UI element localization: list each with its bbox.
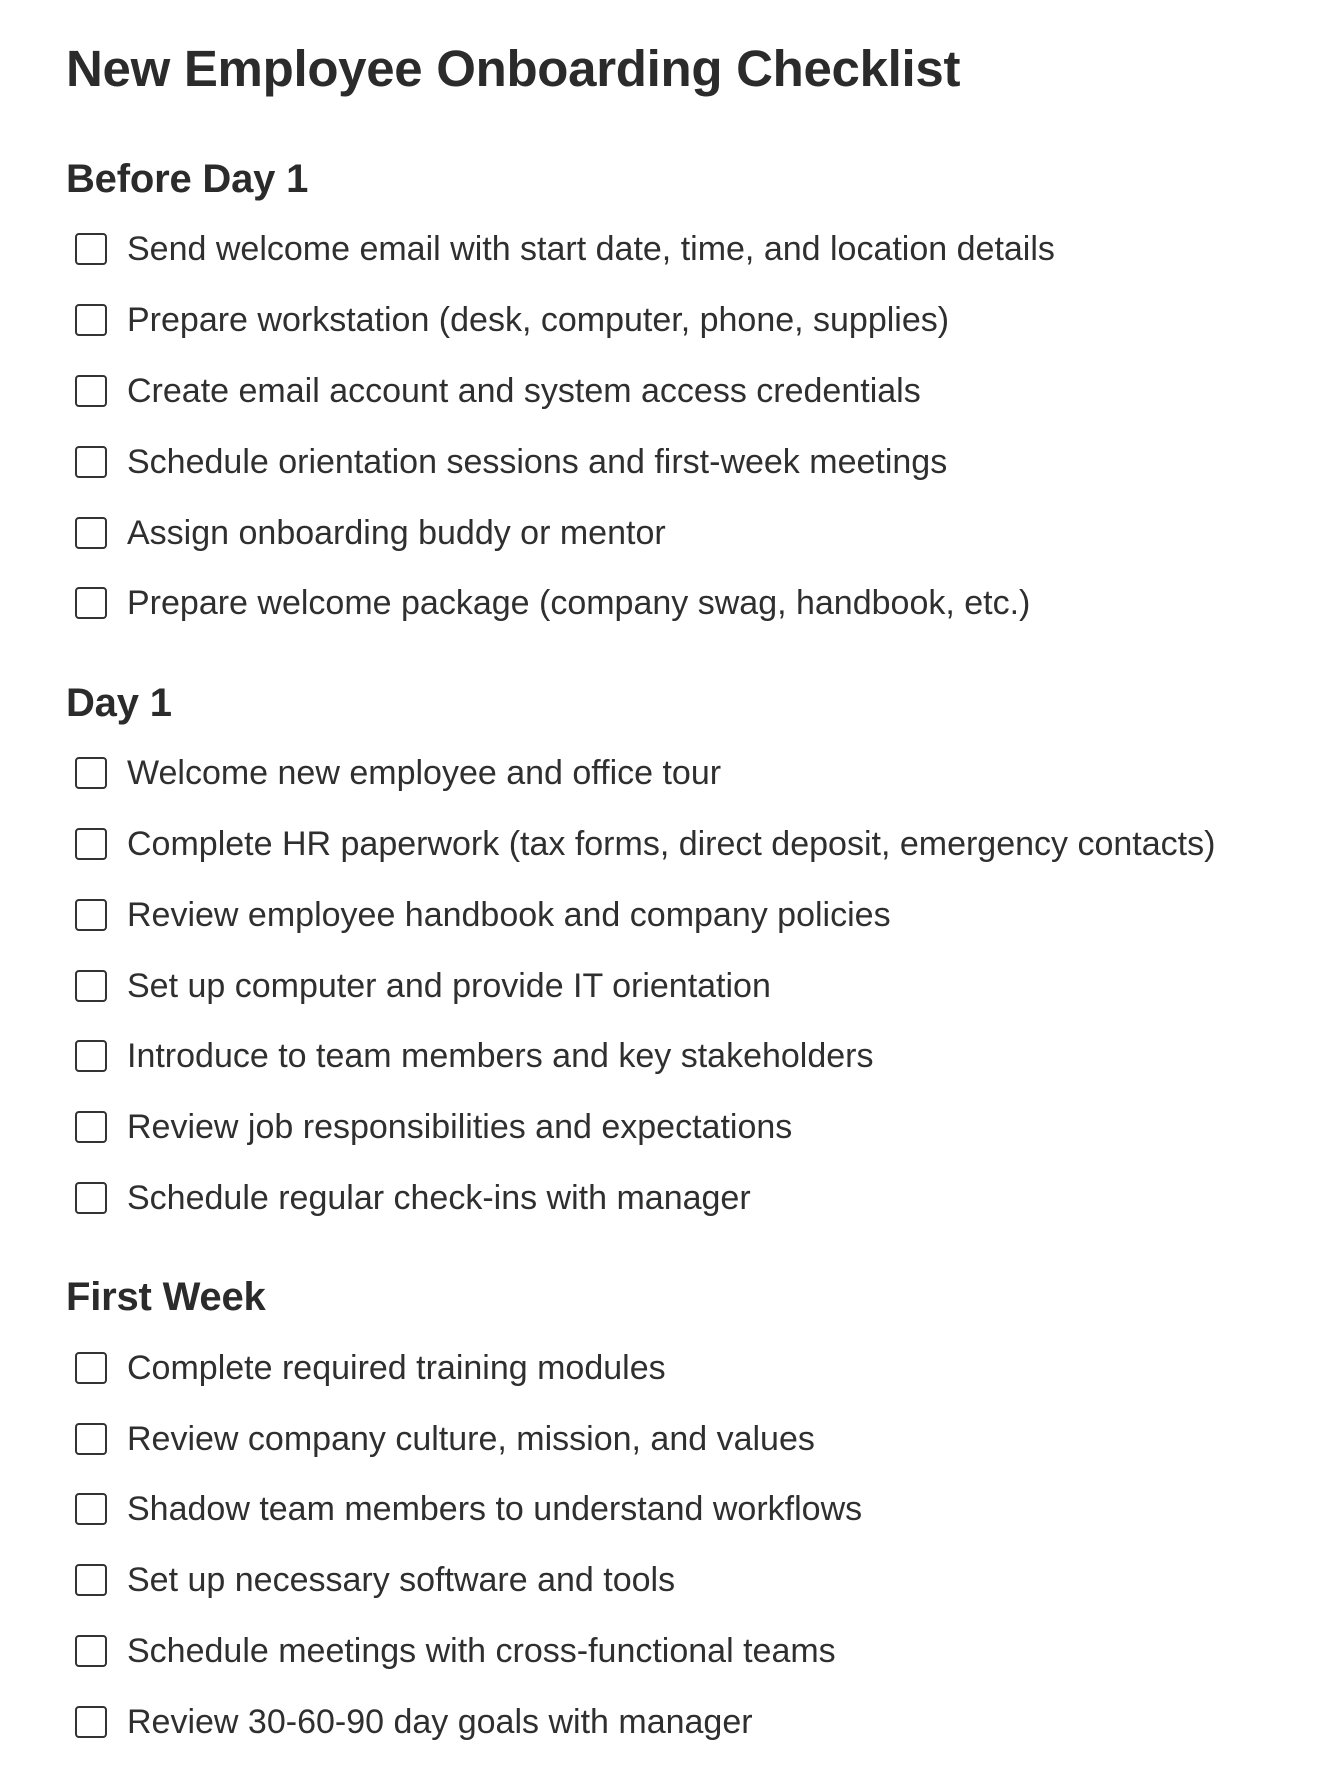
section-heading: Before Day 1 (66, 157, 309, 201)
checkbox[interactable] (75, 1352, 107, 1384)
checklist-item[interactable] (66, 1092, 1340, 1163)
checklist (66, 1332, 1340, 1757)
checklist-item-label: Set up necessary software and tools (127, 1561, 676, 1600)
checklist-item[interactable] (66, 809, 1340, 880)
page-title: New Employee Onboarding Checklist (66, 40, 961, 97)
checklist-item-label: Introduce to team members and key stakeholders (127, 1037, 874, 1076)
checklist-item[interactable] (66, 568, 1340, 639)
checklist-item-label: Review company culture, mission, and values (127, 1419, 815, 1458)
section-heading: Day 1 (66, 680, 172, 725)
section-heading: First Week (66, 1275, 266, 1320)
checklist-item[interactable] (66, 1403, 1340, 1474)
checkbox[interactable] (75, 1706, 107, 1738)
checkbox[interactable] (75, 446, 107, 478)
checklist-item[interactable] (66, 879, 1340, 950)
checklist-item[interactable] (66, 1021, 1340, 1092)
checklist-item[interactable] (66, 738, 1340, 809)
checklist-item-label: Review job responsibilities and expectations (127, 1108, 793, 1147)
checklist-item[interactable] (66, 1332, 1340, 1403)
checklist-item-label: Complete required training modules (127, 1348, 666, 1387)
checklist-item[interactable] (66, 285, 1340, 356)
checkbox[interactable] (75, 1182, 107, 1214)
checklist-item-label: Review employee handbook and company policies (127, 895, 891, 934)
checkbox[interactable] (75, 828, 107, 860)
checklist-item-label: Schedule regular check-ins with manager (127, 1178, 751, 1217)
checklist-item-label: Welcome new employee and office tour (127, 754, 722, 793)
checklist-item-label: Create email account and system access credentials (127, 371, 921, 410)
checkbox[interactable] (75, 1635, 107, 1667)
checkbox[interactable] (75, 587, 107, 619)
checklist (66, 214, 1340, 639)
checklist-item-label: Send welcome email with start date, time, and location details (127, 230, 1055, 269)
checkbox[interactable] (75, 1564, 107, 1596)
checkbox[interactable] (75, 1493, 107, 1525)
section-before-day-1 (66, 153, 1340, 639)
checkbox[interactable] (75, 1423, 107, 1455)
checklist-item[interactable] (66, 214, 1340, 285)
checklist-item-label: Set up computer and provide IT orientation (127, 966, 771, 1005)
checklist-item[interactable] (66, 1163, 1340, 1234)
checklist-item-label: Prepare welcome package (company swag, handbook, etc.) (127, 584, 1031, 623)
checkbox[interactable] (75, 1040, 107, 1072)
checklist-item[interactable] (66, 1616, 1340, 1687)
checkbox[interactable] (75, 233, 107, 265)
checklist-item[interactable] (66, 1545, 1340, 1616)
checkbox[interactable] (75, 1111, 107, 1143)
checklist-item[interactable] (66, 426, 1340, 497)
checklist-item[interactable] (66, 950, 1340, 1021)
checklist-item-label: Complete HR paperwork (tax forms, direct deposit, emergency contacts) (127, 824, 1216, 863)
checklist-item-label: Review 30-60-90 day goals with manager (127, 1702, 753, 1741)
checkbox[interactable] (75, 970, 107, 1002)
checkbox[interactable] (75, 899, 107, 931)
checklist-item-label: Shadow team members to understand workflows (127, 1490, 863, 1529)
checklist-item-label: Prepare workstation (desk, computer, phone, supplies) (127, 301, 950, 340)
checklist (66, 738, 1340, 1234)
checkbox[interactable] (75, 304, 107, 336)
checklist-item[interactable] (66, 497, 1340, 568)
checklist-item-label: Assign onboarding buddy or mentor (127, 513, 666, 552)
checkbox[interactable] (75, 517, 107, 549)
checklist-item-label: Schedule meetings with cross-functional teams (127, 1631, 836, 1670)
checklist-item[interactable] (66, 356, 1340, 427)
checkbox[interactable] (75, 375, 107, 407)
checklist-item[interactable] (66, 1686, 1340, 1757)
checkbox[interactable] (75, 757, 107, 789)
section-first-week (66, 1271, 1340, 1757)
checklist-item-label: Schedule orientation sessions and first-week meetings (127, 442, 948, 481)
checklist-item[interactable] (66, 1474, 1340, 1545)
section-day-1 (66, 677, 1340, 1234)
